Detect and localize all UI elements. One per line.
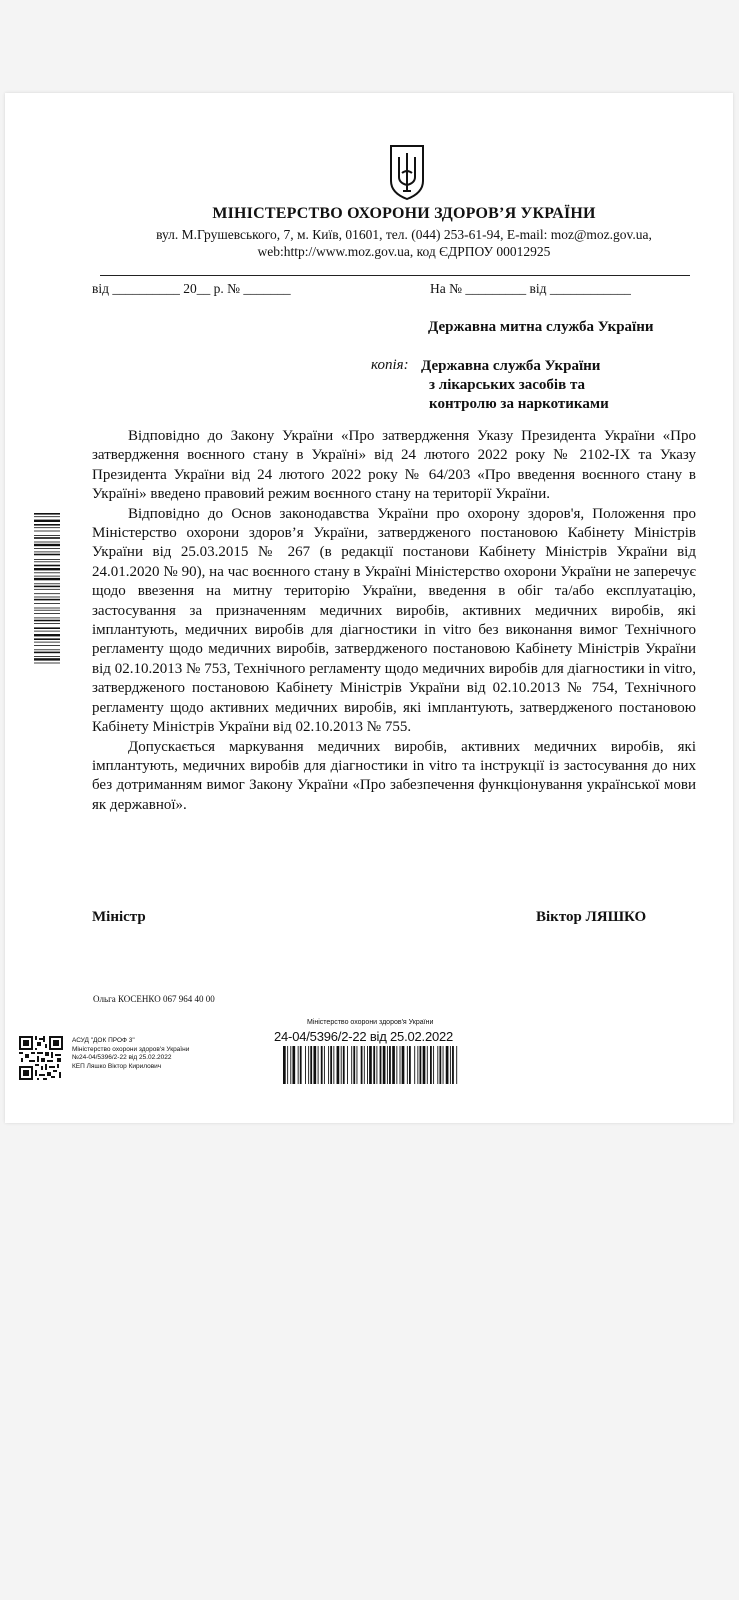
barcode-bar xyxy=(446,1046,449,1084)
trident-emblem-icon xyxy=(388,143,426,201)
side-barcode-bar xyxy=(34,572,60,573)
document-page xyxy=(5,93,733,1123)
barcode-bar xyxy=(353,1046,355,1084)
barcode-bar xyxy=(300,1046,302,1084)
side-barcode-bar xyxy=(34,649,60,650)
side-barcode-bar xyxy=(34,535,60,536)
barcode-bar xyxy=(283,1046,286,1084)
barcode-icon xyxy=(281,1046,461,1084)
side-barcode-bar xyxy=(34,608,60,609)
signatory-name: Віктор ЛЯШКО xyxy=(536,909,647,925)
side-barcode-bar xyxy=(34,578,60,580)
barcode-bar xyxy=(324,1046,325,1084)
barcode-bar xyxy=(308,1046,309,1084)
barcode-bar xyxy=(409,1046,411,1084)
side-barcode-bar xyxy=(34,631,60,632)
signatory-title: Міністр xyxy=(92,909,146,925)
barcode-bar xyxy=(407,1046,408,1084)
side-barcode-bar xyxy=(34,623,60,624)
barcode-bar xyxy=(367,1046,368,1084)
barcode-bar xyxy=(357,1046,358,1084)
barcode-bar xyxy=(351,1046,352,1084)
barcode-bar xyxy=(433,1046,434,1084)
barcode-bar xyxy=(414,1046,415,1084)
side-barcode-icon xyxy=(22,513,62,665)
side-barcode-bar xyxy=(34,524,60,526)
side-barcode-bar xyxy=(34,620,60,622)
side-barcode-bar xyxy=(34,586,60,588)
barcode-bar xyxy=(310,1046,312,1084)
side-barcode-bar xyxy=(34,583,60,584)
barcode-bar xyxy=(450,1046,451,1084)
barcode-bar xyxy=(380,1046,382,1084)
side-barcode-bar xyxy=(34,589,60,590)
side-barcode-bar xyxy=(34,542,60,543)
barcode-bar xyxy=(347,1046,348,1084)
barcode-bar xyxy=(430,1046,432,1084)
barcode-bar xyxy=(361,1046,363,1084)
barcode-bar xyxy=(292,1046,295,1084)
barcode-bar xyxy=(423,1046,426,1084)
header-divider xyxy=(100,275,690,276)
barcode-bar xyxy=(439,1046,441,1084)
barcode-bar xyxy=(456,1046,457,1084)
asud-line: №24-04/5396/2-22 від 25.02.2022 xyxy=(72,1054,172,1062)
incoming-reference: На № _________ від ____________ xyxy=(430,281,631,296)
barcode-bar xyxy=(318,1046,319,1084)
side-barcode-bar xyxy=(34,544,60,546)
side-barcode-bar xyxy=(34,645,60,646)
side-barcode-bar xyxy=(34,652,60,654)
side-barcode-bar xyxy=(34,618,60,619)
side-barcode-bar xyxy=(34,638,60,640)
copy-addressee xyxy=(421,357,609,414)
barcode-bar xyxy=(341,1046,342,1084)
registration-number: 24-04/5396/2-22 від 25.02.2022 xyxy=(274,1029,454,1044)
barcode-bar xyxy=(437,1046,438,1084)
side-barcode-bar xyxy=(34,576,60,577)
side-barcode-bar xyxy=(34,527,60,528)
barcode-bar xyxy=(376,1046,377,1084)
copy-line: контролю за наркотиками xyxy=(429,396,609,412)
side-barcode-bar xyxy=(34,658,60,660)
barcode-bar xyxy=(420,1046,422,1084)
body-paragraph: Допускається маркування медичних виробів, активних медичних виробів, які імплантують, медичних виробів для діагностики in vitro та інструкції із застосування до них без дотриманням вимог Закону України «Про забезпечення функціонування української мови як державної». xyxy=(92,738,696,813)
side-barcode-bar xyxy=(34,634,60,636)
qr-code-icon xyxy=(19,1036,63,1080)
barcode-bar xyxy=(369,1046,372,1084)
barcode-bar xyxy=(452,1046,454,1084)
side-barcode-bar xyxy=(34,537,60,539)
body-paragraph: Відповідно до Основ законодавства України про охорону здоров'я, Положення про Міністерство охорони здоров’я України, затвердженого постановою Кабінету Міністрів України від 25.03.2015 № 267 (в редакції постанови Кабінету Міністрів України від 24.01.2020 № 90), на час воєнного стану в Україні Міністерство охорони України не заперечує щодо ввезення на митну територію України, введення в обіг та/або експлуатацію, застосування за призначенням медичних виробів, активних медичних виробів, які імплантують, медичних виробів для діагностики in vitro без виконання вимог Технічного регламенту щодо медичних виробів, затвердженого постановою Кабінету Міністрів України від 02.10.2013 № 753, Технічного регламенту щодо медичних виробів для діагностики in vitro, затвердженого постановою Кабінету Міністрів України від 02.10.2013 № 754, Технічного регламенту щодо активних медичних виробів, які імплантують, затвердженого постановою Кабінету Міністрів України від 02.10.2013 № 755. xyxy=(92,505,696,736)
executor-contact: Ольга КОСЕНКО 067 964 40 00 xyxy=(93,994,215,1004)
barcode-bar xyxy=(337,1046,340,1084)
side-barcode-bar xyxy=(34,603,60,604)
barcode-bar xyxy=(328,1046,329,1084)
barcode-bar xyxy=(330,1046,332,1084)
side-barcode-bar xyxy=(34,561,60,562)
barcode-bar xyxy=(313,1046,316,1084)
side-barcode-bar xyxy=(34,520,60,522)
letter-body xyxy=(92,427,696,815)
copy-line: Державна служба України xyxy=(421,358,601,374)
side-barcode-bar xyxy=(34,565,60,567)
side-barcode-bar xyxy=(34,593,60,594)
barcode-bar xyxy=(443,1046,444,1084)
registration-ministry: Міністерство охорони здоров'я України xyxy=(307,1019,434,1026)
side-barcode-bar xyxy=(34,559,60,560)
barcode-bar xyxy=(400,1046,401,1084)
side-barcode-bar xyxy=(34,599,60,601)
barcode-bar xyxy=(343,1046,345,1084)
barcode-bar xyxy=(373,1046,375,1084)
side-barcode-bar xyxy=(34,548,60,549)
contact-line-address: вул. М.Грушевського, 7, м. Київ, 01601, тел. (044) 253-61-94, E-mail: moz@moz.gov.ua, xyxy=(156,227,652,242)
side-barcode-bar xyxy=(34,531,60,532)
barcode-bar xyxy=(321,1046,323,1084)
barcode-bar xyxy=(298,1046,299,1084)
side-barcode-bar xyxy=(34,642,60,643)
asud-line: КЕП Ляшко Віктор Кирилович xyxy=(72,1062,162,1070)
side-barcode-bar xyxy=(34,663,60,664)
outgoing-reference: від __________ 20__ р. № _______ xyxy=(92,281,291,296)
addressee: Державна митна служба України xyxy=(428,319,654,335)
asud-line: АСУД "ДОК ПРОФ 3" xyxy=(72,1037,135,1044)
asud-stamp xyxy=(72,1037,189,1071)
barcode-bar xyxy=(387,1046,388,1084)
barcode-bar xyxy=(383,1046,386,1084)
side-barcode-bar xyxy=(34,627,60,629)
side-barcode-bar xyxy=(34,613,60,614)
body-paragraph: Відповідно до Закону України «Про затвердження Указу Президента України «Про затвердження воєнного стану в Україні» від 24 лютого 2022 року № 2102-IX та Указу Президента України від 24 лютого 2022 року № 64/203 «Про введення воєнного стану в Україні» введено правовий режим воєнного стану на території України. xyxy=(92,428,696,503)
side-barcode-bar xyxy=(34,513,60,515)
side-barcode-bar xyxy=(34,552,60,553)
side-barcode-bar xyxy=(34,656,60,657)
barcode-bar xyxy=(305,1046,306,1084)
barcode-bar xyxy=(402,1046,405,1084)
side-barcode-bar xyxy=(34,568,60,570)
barcode-bar xyxy=(389,1046,391,1084)
side-barcode-bar xyxy=(34,516,60,517)
barcode-bar xyxy=(364,1046,365,1084)
side-barcode-bar xyxy=(34,554,60,556)
copy-line: з лікарських засобів та xyxy=(429,377,585,393)
barcode-bar xyxy=(287,1046,288,1084)
barcode-bar xyxy=(392,1046,395,1084)
barcode-bar xyxy=(427,1046,428,1084)
contact-line-web: web:http://www.moz.gov.ua, код ЄДРПОУ 00012925 xyxy=(257,244,551,259)
ministry-title: МІНІСТЕРСТВО ОХОРОНИ ЗДОРОВ’Я УКРАЇНИ xyxy=(212,205,596,222)
copy-label: копія: xyxy=(371,357,409,373)
barcode-bar xyxy=(417,1046,418,1084)
side-barcode-bar xyxy=(34,610,60,611)
side-barcode-bar xyxy=(34,597,60,598)
asud-line: Міністерство охорони здоров'я України xyxy=(72,1045,190,1053)
barcode-bar xyxy=(290,1046,291,1084)
barcode-bar xyxy=(396,1046,397,1084)
barcode-bar xyxy=(333,1046,334,1084)
